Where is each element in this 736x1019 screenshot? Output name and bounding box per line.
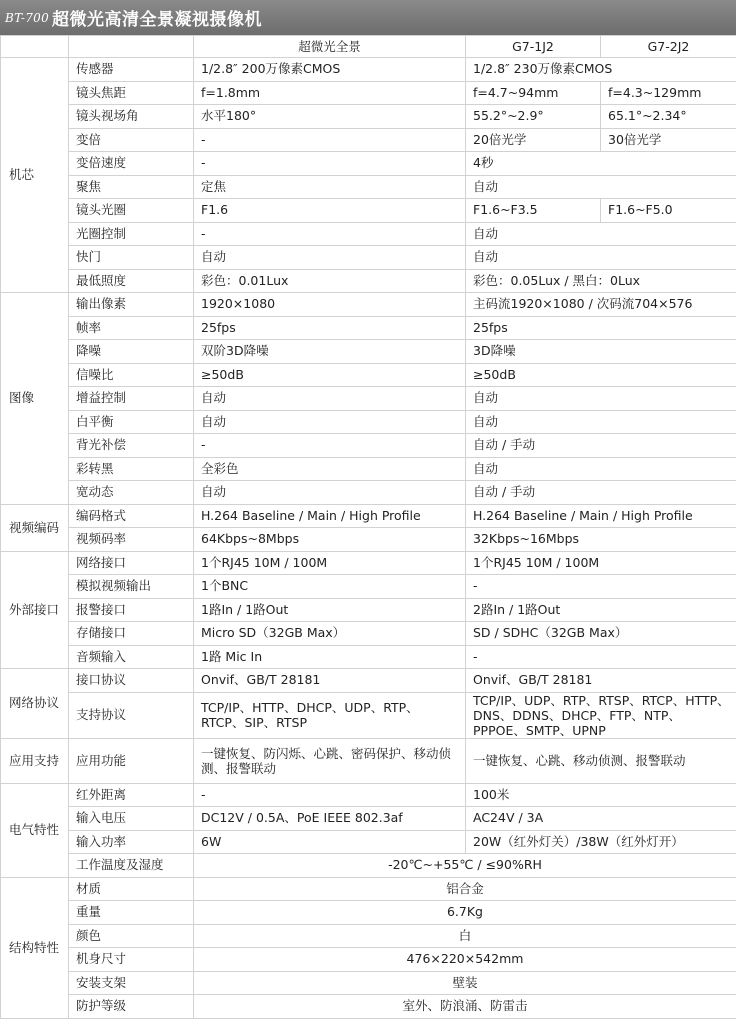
value-g7-shared: 自动 / 手动 — [466, 434, 736, 458]
spec-table — [0, 35, 736, 1019]
table-row — [1, 877, 736, 901]
value-g7-shared: TCP/IP、UDP、RTP、RTSP、RTCP、HTTP、DNS、DDNS、DHCP、FTP、NTP、PPPOE、SMTP、UPNP — [466, 692, 736, 738]
row-label: 音频输入 — [69, 645, 194, 669]
table-row — [1, 995, 736, 1019]
table-row — [1, 575, 736, 599]
shared-value: 室外、防浪涌、防雷击 — [194, 995, 736, 1019]
row-label: 材质 — [69, 877, 194, 901]
row-label: 报警接口 — [69, 598, 194, 622]
value-g7-shared: 1/2.8″ 230万像素CMOS — [466, 58, 736, 82]
shared-value: -20℃~+55℃ / ≤90%RH — [194, 854, 736, 878]
value-g7-shared: 2路In / 1路Out — [466, 598, 736, 622]
value-g7-shared: 自动 — [466, 246, 736, 270]
value-panoramic: 彩色：0.01Lux — [194, 269, 466, 293]
row-label: 红外距离 — [69, 783, 194, 807]
row-label: 模拟视频输出 — [69, 575, 194, 599]
table-row — [1, 645, 736, 669]
value-g7-shared: 20W（红外灯关）/38W（红外灯开） — [466, 830, 736, 854]
row-label: 背光补偿 — [69, 434, 194, 458]
table-row — [1, 971, 736, 995]
table-row — [1, 58, 736, 82]
value-panoramic: 一键恢复、防闪烁、心跳、密码保护、移动侦测、报警联动 — [194, 738, 466, 783]
table-header-row — [1, 36, 736, 58]
row-label: 应用功能 — [69, 738, 194, 783]
row-label: 信噪比 — [69, 363, 194, 387]
value-g7-2j2: f=4.3~129mm — [601, 81, 736, 105]
value-panoramic: 双阶3D降噪 — [194, 340, 466, 364]
table-row — [1, 669, 736, 693]
table-row — [1, 598, 736, 622]
value-g7-shared: AC24V / 3A — [466, 807, 736, 831]
row-label: 镜头光圈 — [69, 199, 194, 223]
value-panoramic: F1.6 — [194, 199, 466, 223]
value-panoramic: - — [194, 222, 466, 246]
shared-value: 壁装 — [194, 971, 736, 995]
value-g7-shared: 彩色：0.05Lux / 黑白：0Lux — [466, 269, 736, 293]
table-row — [1, 807, 736, 831]
row-label: 镜头视场角 — [69, 105, 194, 129]
table-row — [1, 924, 736, 948]
column-header: G7-1J2 — [466, 36, 601, 58]
row-label: 防护等级 — [69, 995, 194, 1019]
table-row — [1, 128, 736, 152]
value-panoramic: 1路In / 1路Out — [194, 598, 466, 622]
row-label: 快门 — [69, 246, 194, 270]
table-row — [1, 175, 736, 199]
section-label: 外部接口 — [1, 551, 69, 669]
value-g7-shared: - — [466, 575, 736, 599]
row-label: 存储接口 — [69, 622, 194, 646]
value-panoramic: 1/2.8″ 200万像素CMOS — [194, 58, 466, 82]
table-row — [1, 551, 736, 575]
table-row — [1, 199, 736, 223]
value-panoramic: 25fps — [194, 316, 466, 340]
table-row — [1, 293, 736, 317]
value-g7-shared: 主码流1920×1080 / 次码流704×576 — [466, 293, 736, 317]
value-g7-shared: 自动 — [466, 410, 736, 434]
row-label: 支持协议 — [69, 692, 194, 738]
row-label: 光圈控制 — [69, 222, 194, 246]
row-label: 输入功率 — [69, 830, 194, 854]
table-row — [1, 363, 736, 387]
row-label: 传感器 — [69, 58, 194, 82]
row-label: 视频码率 — [69, 528, 194, 552]
row-label: 工作温度及湿度 — [69, 854, 194, 878]
value-g7-shared: 3D降噪 — [466, 340, 736, 364]
header-blank-cell — [69, 36, 194, 58]
row-label: 增益控制 — [69, 387, 194, 411]
value-panoramic: - — [194, 434, 466, 458]
value-g7-shared: 4秒 — [466, 152, 736, 176]
value-panoramic: 1个RJ45 10M / 100M — [194, 551, 466, 575]
table-row — [1, 81, 736, 105]
table-row — [1, 246, 736, 270]
value-panoramic: ≥50dB — [194, 363, 466, 387]
row-label: 输出像素 — [69, 293, 194, 317]
value-g7-1j2: F1.6~F3.5 — [466, 199, 601, 223]
table-row — [1, 504, 736, 528]
value-g7-1j2: f=4.7~94mm — [466, 81, 601, 105]
value-panoramic: Onvif、GB/T 28181 — [194, 669, 466, 693]
row-label: 编码格式 — [69, 504, 194, 528]
row-label: 变倍速度 — [69, 152, 194, 176]
value-panoramic: 水平180° — [194, 105, 466, 129]
row-label: 降噪 — [69, 340, 194, 364]
section-label: 电气特性 — [1, 783, 69, 877]
value-g7-shared: 自动 — [466, 387, 736, 411]
row-label: 最低照度 — [69, 269, 194, 293]
table-row — [1, 692, 736, 738]
value-panoramic: 自动 — [194, 387, 466, 411]
value-panoramic: f=1.8mm — [194, 81, 466, 105]
value-panoramic: 自动 — [194, 481, 466, 505]
row-label: 接口协议 — [69, 669, 194, 693]
row-label: 镜头焦距 — [69, 81, 194, 105]
shared-value: 白 — [194, 924, 736, 948]
section-label: 图像 — [1, 293, 69, 505]
value-g7-2j2: 30倍光学 — [601, 128, 736, 152]
value-panoramic: 1路 Mic In — [194, 645, 466, 669]
spec-table-body — [1, 36, 736, 1019]
value-g7-shared: 32Kbps~16Mbps — [466, 528, 736, 552]
table-row — [1, 410, 736, 434]
value-panoramic: 6W — [194, 830, 466, 854]
row-label: 变倍 — [69, 128, 194, 152]
value-g7-shared: H.264 Baseline / Main / High Profile — [466, 504, 736, 528]
table-row — [1, 105, 736, 129]
table-row — [1, 854, 736, 878]
value-panoramic: - — [194, 783, 466, 807]
value-g7-shared: 自动 — [466, 222, 736, 246]
value-panoramic: 1920×1080 — [194, 293, 466, 317]
value-g7-shared: SD / SDHC（32GB Max） — [466, 622, 736, 646]
value-panoramic: DC12V / 0.5A、PoE IEEE 802.3af — [194, 807, 466, 831]
value-g7-shared: 1个RJ45 10M / 100M — [466, 551, 736, 575]
value-g7-shared: 一键恢复、心跳、移动侦测、报警联动 — [466, 738, 736, 783]
row-label: 帧率 — [69, 316, 194, 340]
table-row — [1, 316, 736, 340]
value-panoramic: 定焦 — [194, 175, 466, 199]
shared-value: 476×220×542mm — [194, 948, 736, 972]
table-row — [1, 783, 736, 807]
value-panoramic: - — [194, 152, 466, 176]
value-g7-shared: 25fps — [466, 316, 736, 340]
table-row — [1, 830, 736, 854]
table-row — [1, 222, 736, 246]
page-banner — [0, 0, 736, 35]
row-label: 机身尺寸 — [69, 948, 194, 972]
value-g7-shared: 自动 — [466, 457, 736, 481]
table-row — [1, 528, 736, 552]
section-label: 机芯 — [1, 58, 69, 293]
section-label: 应用支持 — [1, 738, 69, 783]
value-panoramic: 全彩色 — [194, 457, 466, 481]
table-row — [1, 152, 736, 176]
row-label: 输入电压 — [69, 807, 194, 831]
value-panoramic: Micro SD（32GB Max） — [194, 622, 466, 646]
row-label: 安装支架 — [69, 971, 194, 995]
table-row — [1, 901, 736, 925]
value-g7-2j2: 65.1°~2.34° — [601, 105, 736, 129]
value-g7-1j2: 20倍光学 — [466, 128, 601, 152]
value-g7-shared: 100米 — [466, 783, 736, 807]
value-panoramic: 1个BNC — [194, 575, 466, 599]
row-label: 聚焦 — [69, 175, 194, 199]
value-panoramic: 自动 — [194, 246, 466, 270]
table-row — [1, 948, 736, 972]
value-g7-shared: 自动 / 手动 — [466, 481, 736, 505]
value-g7-2j2: F1.6~F5.0 — [601, 199, 736, 223]
value-g7-shared: Onvif、GB/T 28181 — [466, 669, 736, 693]
column-header: G7-2J2 — [601, 36, 736, 58]
value-panoramic: - — [194, 128, 466, 152]
column-header: 超微光全景 — [194, 36, 466, 58]
row-label: 彩转黑 — [69, 457, 194, 481]
header-blank-cell — [1, 36, 69, 58]
row-label: 网络接口 — [69, 551, 194, 575]
section-label: 视频编码 — [1, 504, 69, 551]
section-label: 网络协议 — [1, 669, 69, 739]
table-row — [1, 434, 736, 458]
value-panoramic: 自动 — [194, 410, 466, 434]
table-row — [1, 738, 736, 783]
table-row — [1, 340, 736, 364]
value-panoramic: TCP/IP、HTTP、DHCP、UDP、RTP、RTCP、SIP、RTSP — [194, 692, 466, 738]
row-label: 颜色 — [69, 924, 194, 948]
value-g7-shared: 自动 — [466, 175, 736, 199]
page-title: 超微光高清全景凝视摄像机 — [52, 5, 262, 30]
value-g7-shared: - — [466, 645, 736, 669]
section-label: 结构特性 — [1, 877, 69, 1018]
value-g7-1j2: 55.2°~2.9° — [466, 105, 601, 129]
shared-value: 6.7Kg — [194, 901, 736, 925]
table-row — [1, 457, 736, 481]
row-label: 重量 — [69, 901, 194, 925]
model-number: BT-700 — [5, 11, 49, 25]
table-row — [1, 269, 736, 293]
table-row — [1, 387, 736, 411]
value-g7-shared: ≥50dB — [466, 363, 736, 387]
row-label: 宽动态 — [69, 481, 194, 505]
row-label: 白平衡 — [69, 410, 194, 434]
table-row — [1, 622, 736, 646]
shared-value: 铝合金 — [194, 877, 736, 901]
table-row — [1, 481, 736, 505]
value-panoramic: H.264 Baseline / Main / High Profile — [194, 504, 466, 528]
value-panoramic: 64Kbps~8Mbps — [194, 528, 466, 552]
